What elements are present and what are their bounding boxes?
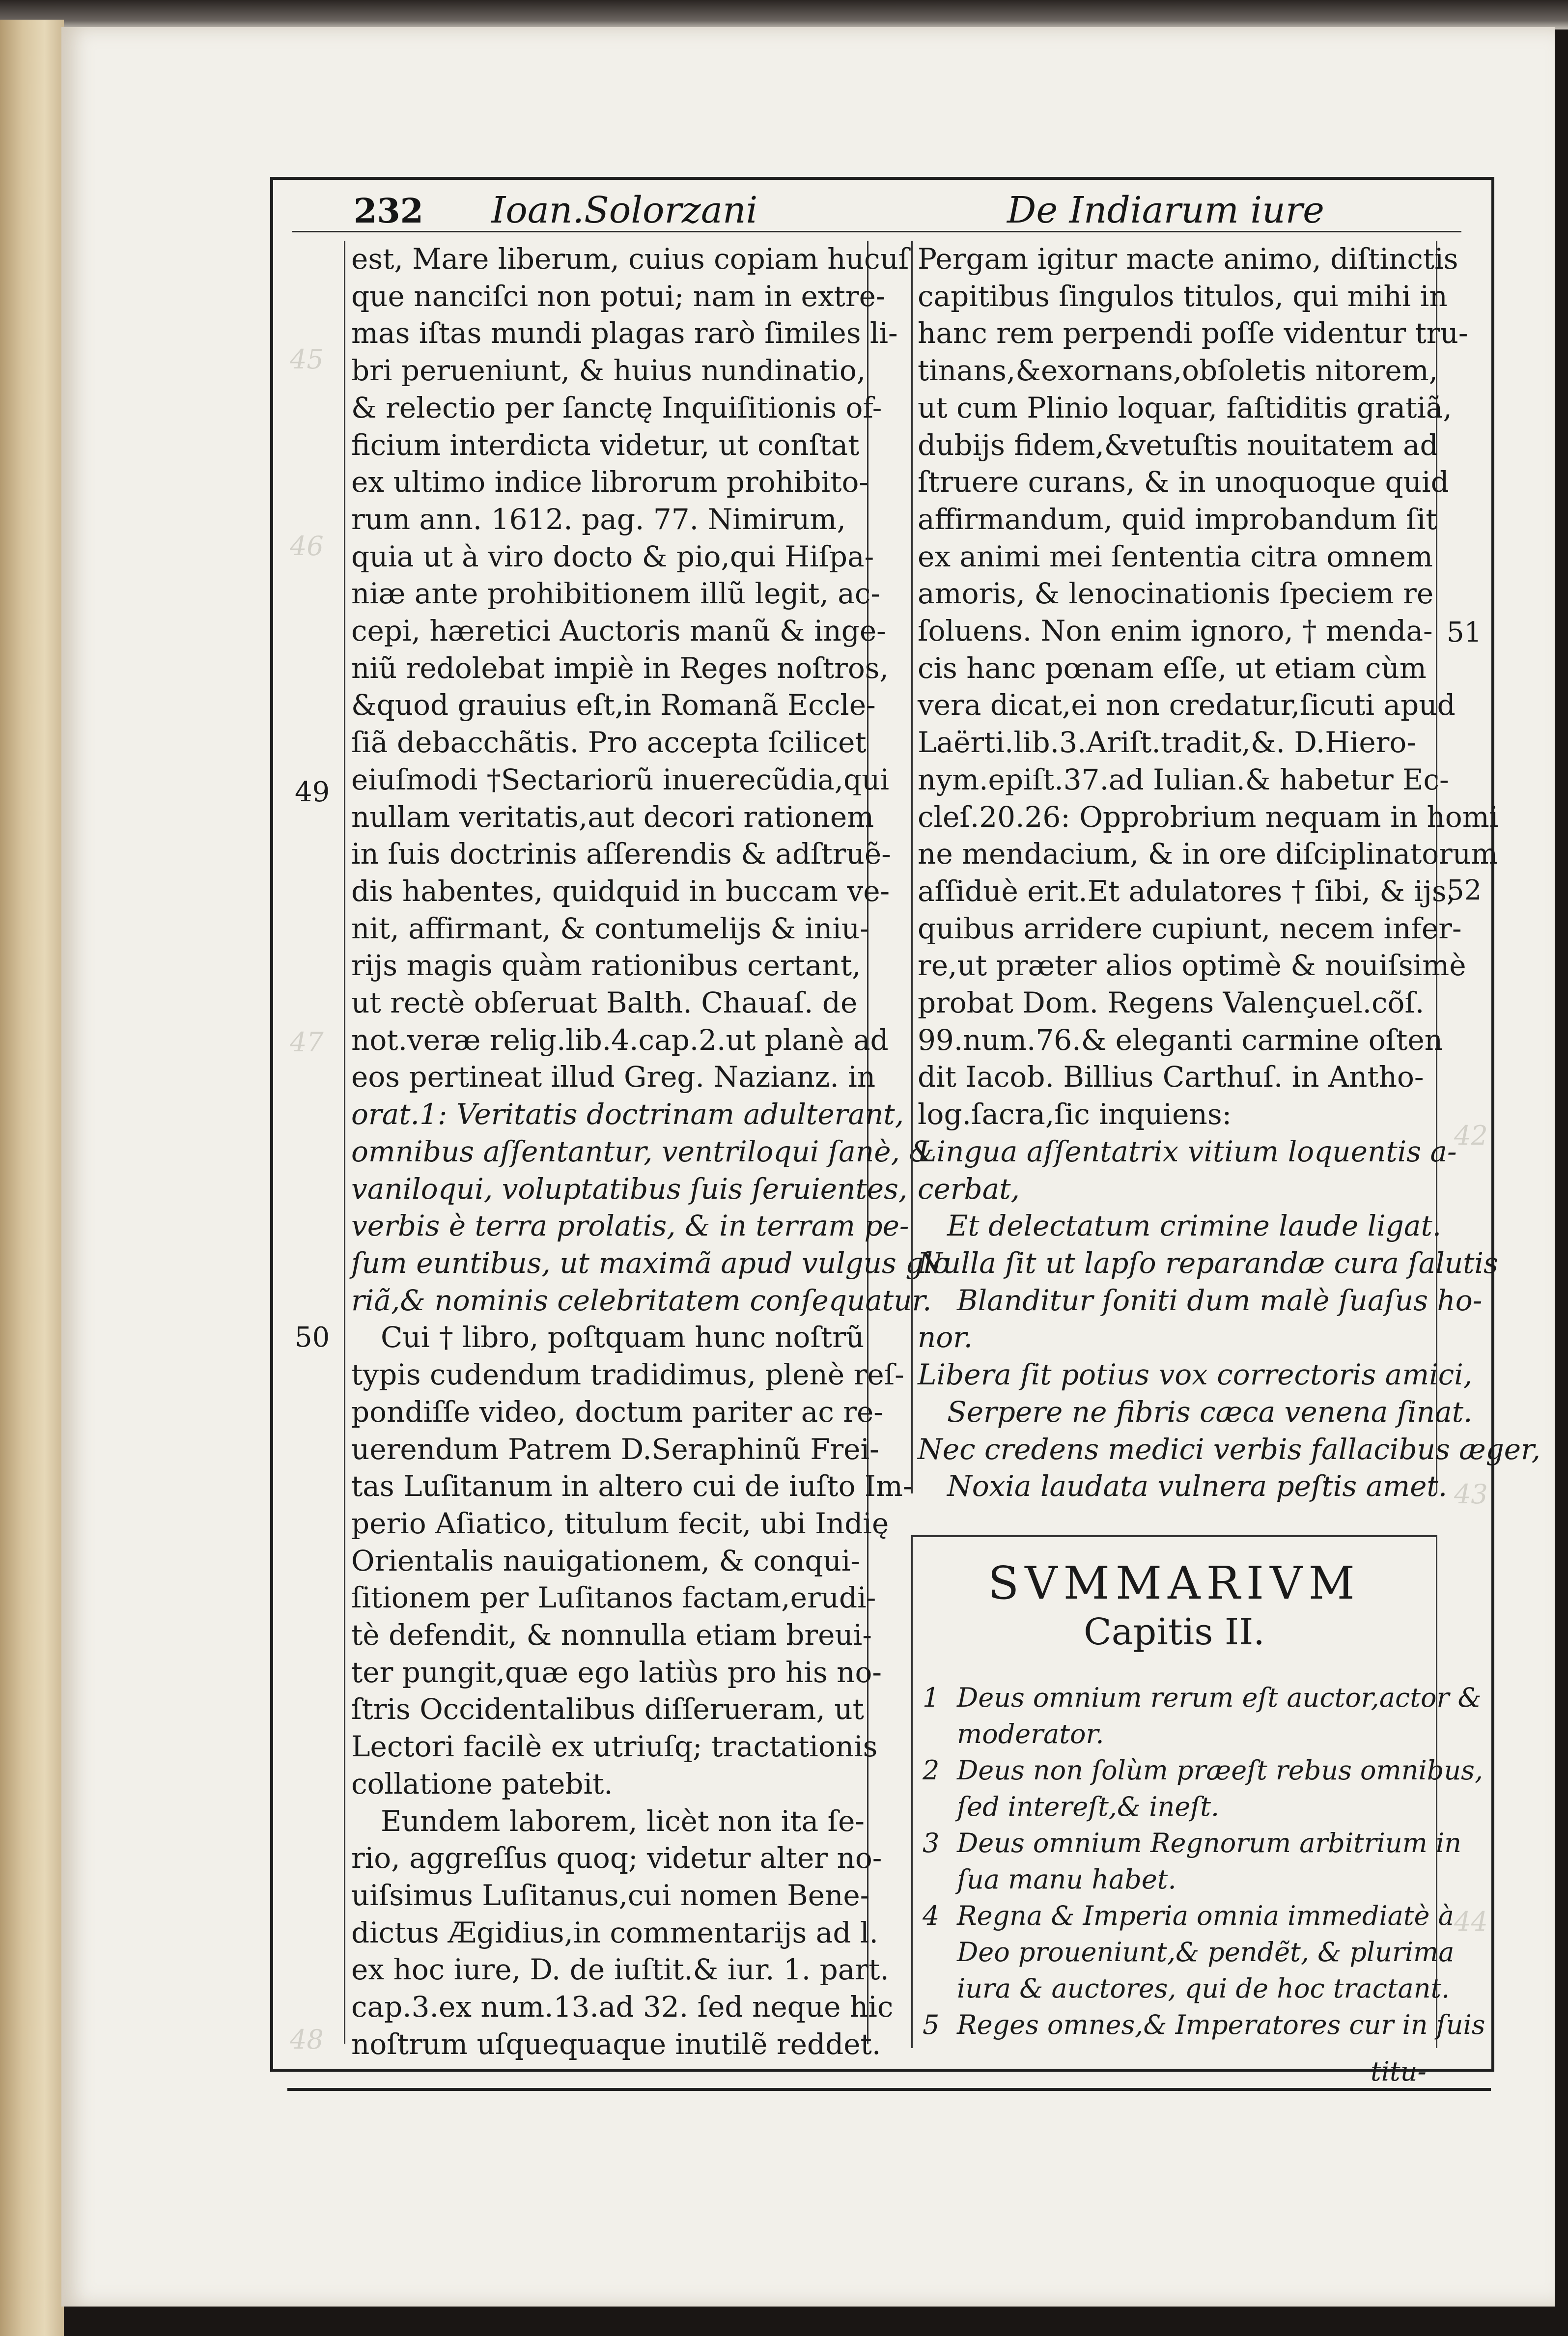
summary-item-line	[923, 1898, 1454, 1934]
text-line: quibus arridere cupiunt, necem infer-	[918, 911, 1462, 945]
text-line: nor.	[918, 1321, 973, 1354]
text-line: rio, aggreſſus quoq; videtur alter no-	[351, 1841, 882, 1875]
text-line: ſoluens. Non enim ignoro, † menda-	[918, 614, 1433, 648]
marginal-number: 52	[1447, 874, 1482, 906]
text-line: dis habentes, quidquid in buccam ve-	[351, 874, 890, 908]
summary-item-line	[923, 1970, 1450, 2007]
text-line: dubijs fidem,&vetuſtis nouitatem ad	[918, 428, 1438, 462]
text-line: 99.num.76.& eleganti carmine oſten	[918, 1023, 1443, 1057]
text-line: re,ut præter alios optimè & nouiſsimè	[918, 949, 1466, 983]
show-through-mark: 44	[1454, 1906, 1488, 1937]
summary-item-text: Deus omnium rerum eſt auctor,actor &	[957, 1682, 1482, 1713]
text-line: ſitionem per Luſitanos factam,erudi-	[351, 1581, 876, 1615]
text-line: log.ſacra,ſic inquiens:	[918, 1098, 1232, 1131]
text-line: tas Luſitanum in altero cui de iuſto Im-	[351, 1469, 913, 1503]
summary-item-line	[923, 1934, 1455, 1970]
text-line: ex animi mei ſententia citra omnem	[918, 539, 1433, 573]
text-line: cepi, hæretici Auctoris manũ & inge-	[351, 614, 886, 648]
marginal-number: 49	[295, 776, 330, 808]
running-head-author: Ioan.Solorzani	[491, 189, 758, 231]
text-line: nit, affirmant, & contumelijs & iniu-	[351, 911, 869, 945]
summary-item-line	[923, 1861, 1428, 1898]
text-line: ne mendacium, & in ore diſciplinatorum	[918, 837, 1498, 871]
text-line: amoris, & lenocinationis ſpeciem re	[918, 577, 1434, 611]
text-line: verbis è terra prolatis, & in terram pe-	[351, 1209, 909, 1243]
summary-item-text: Deus omnium Regnorum arbitrium in	[957, 1828, 1462, 1858]
text-line: Cui † libro, poſtquam hunc noſtrũ	[381, 1321, 865, 1354]
text-line: nullam veritatis,aut decori rationem	[351, 800, 874, 834]
text-line: probat Dom. Regens Valençuel.cõſ.	[918, 986, 1425, 1020]
text-line: dictus Ægidius,in commentarijs ad l.	[351, 1915, 878, 1949]
text-line: ter pungit,quæ ego latiùs pro his no-	[351, 1655, 882, 1689]
text-line: bri perueniunt, & huius nundinatio,	[351, 354, 866, 388]
summary-item-text: iura & auctores, qui de hoc tractant.	[957, 1973, 1450, 2004]
summary-item-text: ſed intereſt,& ineſt.	[957, 1791, 1220, 1822]
text-line: ſum euntibus, ut maximã apud vulgus glo	[351, 1246, 950, 1280]
text-line: niũ redolebat impiè in Reges noſtros,	[351, 651, 889, 685]
text-line: capitibus ſingulos titulos, qui mihi in	[918, 279, 1448, 313]
text-line: eiuſmodi †Sectariorũ inuerecũdia,qui	[351, 762, 890, 796]
text-line: omnibus aſſentantur, ventriloqui ſanè, &	[351, 1134, 935, 1168]
running-head-title: De Indiarum iure	[1007, 189, 1324, 231]
running-head	[275, 189, 1484, 233]
show-through-mark: 45	[290, 344, 324, 375]
text-line: ex hoc iure, D. de iuſtit.& iur. 1. part.	[351, 1953, 889, 1987]
text-line: dit Iacob. Billius Carthuſ. in Antho-	[918, 1060, 1424, 1094]
text-line: aſſiduè erit.Et adulatores † ſibi, & ijs,	[918, 874, 1456, 908]
text-line: in ſuis doctrinis aſſerendis & adſtruẽ-	[351, 837, 891, 871]
text-line: ficium interdicta videtur, ut conſtat	[351, 428, 860, 462]
text-line: quia ut à viro docto & pio,qui Hiſpa-	[351, 539, 874, 573]
text-line: Orientalis nauigationem, & conqui-	[351, 1544, 861, 1577]
show-through-mark: 48	[290, 2024, 324, 2055]
text-line: cleſ.20.26: Opprobrium nequam in homi	[918, 800, 1499, 834]
summary-subtitle: Capitis II.	[1084, 1611, 1265, 1653]
text-line: ut cum Plinio loquar, faſtiditis gratiã,	[918, 391, 1452, 424]
text-line: ſtruere curans, & in unoquoque quid	[918, 465, 1449, 499]
book-fore-edge	[0, 20, 64, 2336]
text-line: ſtris Occidentalibus diſſerueram, ut	[351, 1692, 864, 1726]
text-line: nym.epiſt.37.ad Iulian.& habetur Ec-	[918, 762, 1449, 796]
text-line: Nulla ſit ut lapſo reparandæ cura ſalutis	[918, 1246, 1498, 1280]
text-line: est, Mare liberum, cuius copiam hucuſ	[351, 242, 909, 276]
text-line: Pergam igitur macte animo, diſtinctis	[918, 242, 1458, 276]
text-line: typis cudendum tradidimus, plenè reſ-	[351, 1358, 904, 1392]
text-line: rum ann. 1612. pag. 77. Nimirum,	[351, 502, 846, 536]
text-line: perio Aſiatico, titulum fecit, ubi Indię	[351, 1506, 889, 1540]
summary-item-text: Reges omnes,& Imperatores cur in ſuis	[957, 2009, 1485, 2040]
show-through-mark: 46	[290, 531, 324, 562]
text-line: Et delectatum crimine laude ligat.	[947, 1209, 1442, 1243]
text-line: mas iſtas mundi plagas rarò ſimiles li-	[351, 316, 898, 350]
text-line: Lingua aſſentatrix vitium loquentis a-	[918, 1134, 1457, 1168]
text-line: hanc rem perpendi poſſe videntur tru-	[918, 316, 1468, 350]
text-line: Noxia laudata vulnera peſtis amet.	[947, 1469, 1448, 1503]
text-line: que nanciſci non potui; nam in extre-	[351, 279, 886, 313]
summary-item-text: Regna & Imperia omnia immediatè à	[957, 1900, 1454, 1931]
summary-item-text: ſua manu habet.	[957, 1864, 1176, 1895]
summary-item-number: 3	[923, 1828, 940, 1858]
summary-item-number: 5	[923, 2009, 940, 2040]
summary-item-number: 4	[923, 1900, 940, 1931]
page-number: 232	[354, 192, 423, 231]
marginal-number: 50	[295, 1322, 330, 1353]
text-line: ex ultimo indice librorum prohibito-	[351, 465, 868, 499]
text-line: Eundem laborem, licèt non ita ſe-	[381, 1804, 865, 1838]
text-line: rijs magis quàm rationibus certant,	[351, 949, 861, 983]
summary-item-line	[923, 1789, 1428, 1825]
summary-item-number: 1	[923, 1682, 940, 1713]
text-line: cerbat,	[918, 1172, 1020, 1206]
text-line: Lectori facilè ex utriuſq; tractationis	[351, 1730, 878, 1764]
summary-item-number: 2	[923, 1755, 940, 1786]
text-line: Laërti.lib.3.Ariſt.tradit,&. D.Hiero-	[918, 726, 1416, 760]
summary-item-line	[923, 1825, 1462, 1861]
text-line: ſiã debacchãtis. Pro accepta ſcilicet	[351, 726, 867, 760]
summary-item-text: Deus non ſolùm præeſt rebus omnibus,	[957, 1755, 1483, 1786]
text-line: pondiſſe video, doctum pariter ac re-	[351, 1395, 883, 1429]
text-line: vera dicat,ei non credatur,ſicuti apud	[918, 688, 1456, 722]
marginal-number: 51	[1447, 617, 1482, 648]
text-line: &quod grauius eſt,in Romanã Eccle-	[351, 688, 876, 722]
summary-title: SVMMARIVM	[988, 1557, 1361, 1609]
text-line: not.veræ relig.lib.4.cap.2.ut planè ad	[351, 1023, 889, 1057]
text-line: Blanditur ſoniti dum malè ſuaſus ho-	[957, 1283, 1483, 1317]
text-line: vaniloqui, voluptatibus ſuis ſeruientes,	[351, 1172, 908, 1206]
summary-item-text: Deo proueniunt,& pendẽt, & plurima	[957, 1937, 1455, 1968]
text-line: niæ ante prohibitionem illũ legit, ac-	[351, 577, 880, 611]
text-line: tè defendit, & nonnulla etiam breui-	[351, 1618, 872, 1652]
summary-item-text: moderator.	[957, 1718, 1104, 1749]
text-line: Libera ſit potius vox correctoris amici,	[918, 1358, 1473, 1392]
catchword: titu-	[1371, 2056, 1427, 2087]
show-through-mark: 47	[290, 1027, 324, 1058]
text-line: affirmandum, quid improbandum ſit	[918, 502, 1437, 536]
text-line: eos pertineat illud Greg. Nazianz. in	[351, 1060, 876, 1094]
text-line: uerendum Patrem D.Seraphinũ Frei-	[351, 1432, 879, 1466]
text-line: orat.1: Veritatis doctrinam adulterant,	[351, 1098, 904, 1131]
text-line: tinans,&exornans,obſoletis nitorem,	[918, 354, 1438, 388]
left-text-column	[344, 241, 950, 2061]
text-line: cis hanc pœnam eſſe, ut etiam cùm	[918, 651, 1427, 685]
text-line: noſtrum uſquequaque inutilẽ reddet.	[351, 2027, 881, 2061]
summary-item-line	[923, 1716, 1428, 1752]
text-line: & relectio per ſanctę Inquiſitionis of-	[351, 391, 882, 424]
text-line: uiſsimus Luſitanus,cui nomen Bene-	[351, 1878, 870, 1912]
scan-top-edge	[0, 0, 1568, 29]
show-through-mark: 43	[1454, 1479, 1488, 1510]
show-through-mark: 42	[1454, 1120, 1488, 1151]
text-line: collatione patebit.	[351, 1767, 613, 1801]
summary-item-line	[923, 2007, 1485, 2043]
summary-item-line	[923, 1680, 1482, 1716]
summary-item-line	[923, 1752, 1483, 1789]
text-line: ut rectè obſeruat Balth. Chauaſ. de	[351, 986, 858, 1020]
bottom-rule	[287, 2088, 1491, 2091]
text-line: Serpere ne fibris cæca venena ſinat.	[947, 1395, 1473, 1429]
text-line: cap.3.ex num.13.ad 32. ſed neque hic	[351, 1990, 894, 2024]
text-line: Nec credens medici verbis fallacibus æger,	[918, 1432, 1540, 1466]
text-line: riã,& nominis celebritatem conſequatur.	[351, 1283, 932, 1317]
